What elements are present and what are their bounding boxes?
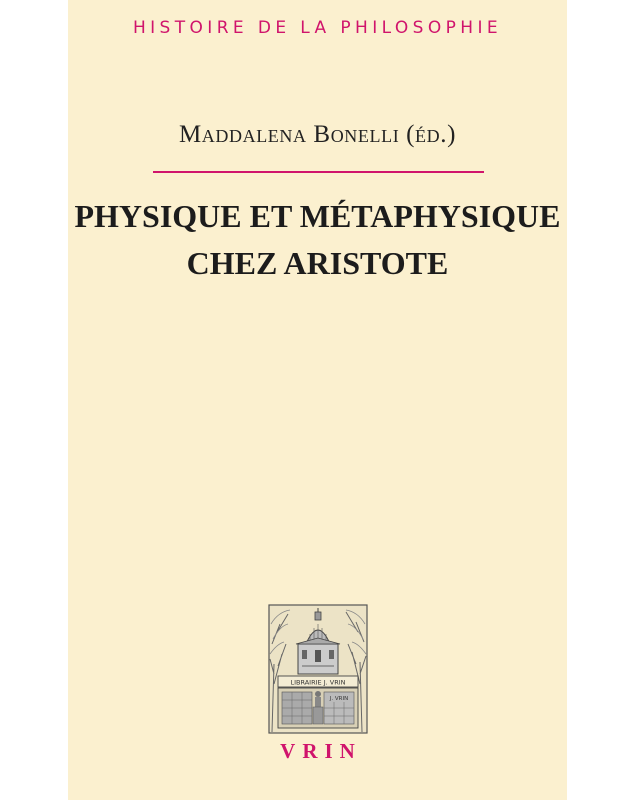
publisher-logo-engraving bbox=[268, 604, 368, 734]
logo-sign-bottom-text: J. VRIN bbox=[329, 696, 349, 702]
book-cover bbox=[68, 0, 567, 800]
divider-rule bbox=[153, 171, 484, 173]
book-title-line-2: CHEZ ARISTOTE bbox=[186, 245, 449, 281]
publisher-name: VRIN bbox=[280, 739, 362, 763]
book-title-line-1: PHYSIQUE ET MÉTAPHYSIQUE bbox=[74, 198, 561, 234]
author-name: Maddalena Bonelli (éd.) bbox=[178, 121, 457, 148]
series-title: HISTOIRE DE LA PHILOSOPHIE bbox=[132, 18, 503, 38]
logo-sign-top-text: LIBRAIRIE J. VRIN bbox=[290, 678, 346, 687]
book-title bbox=[68, 193, 567, 287]
